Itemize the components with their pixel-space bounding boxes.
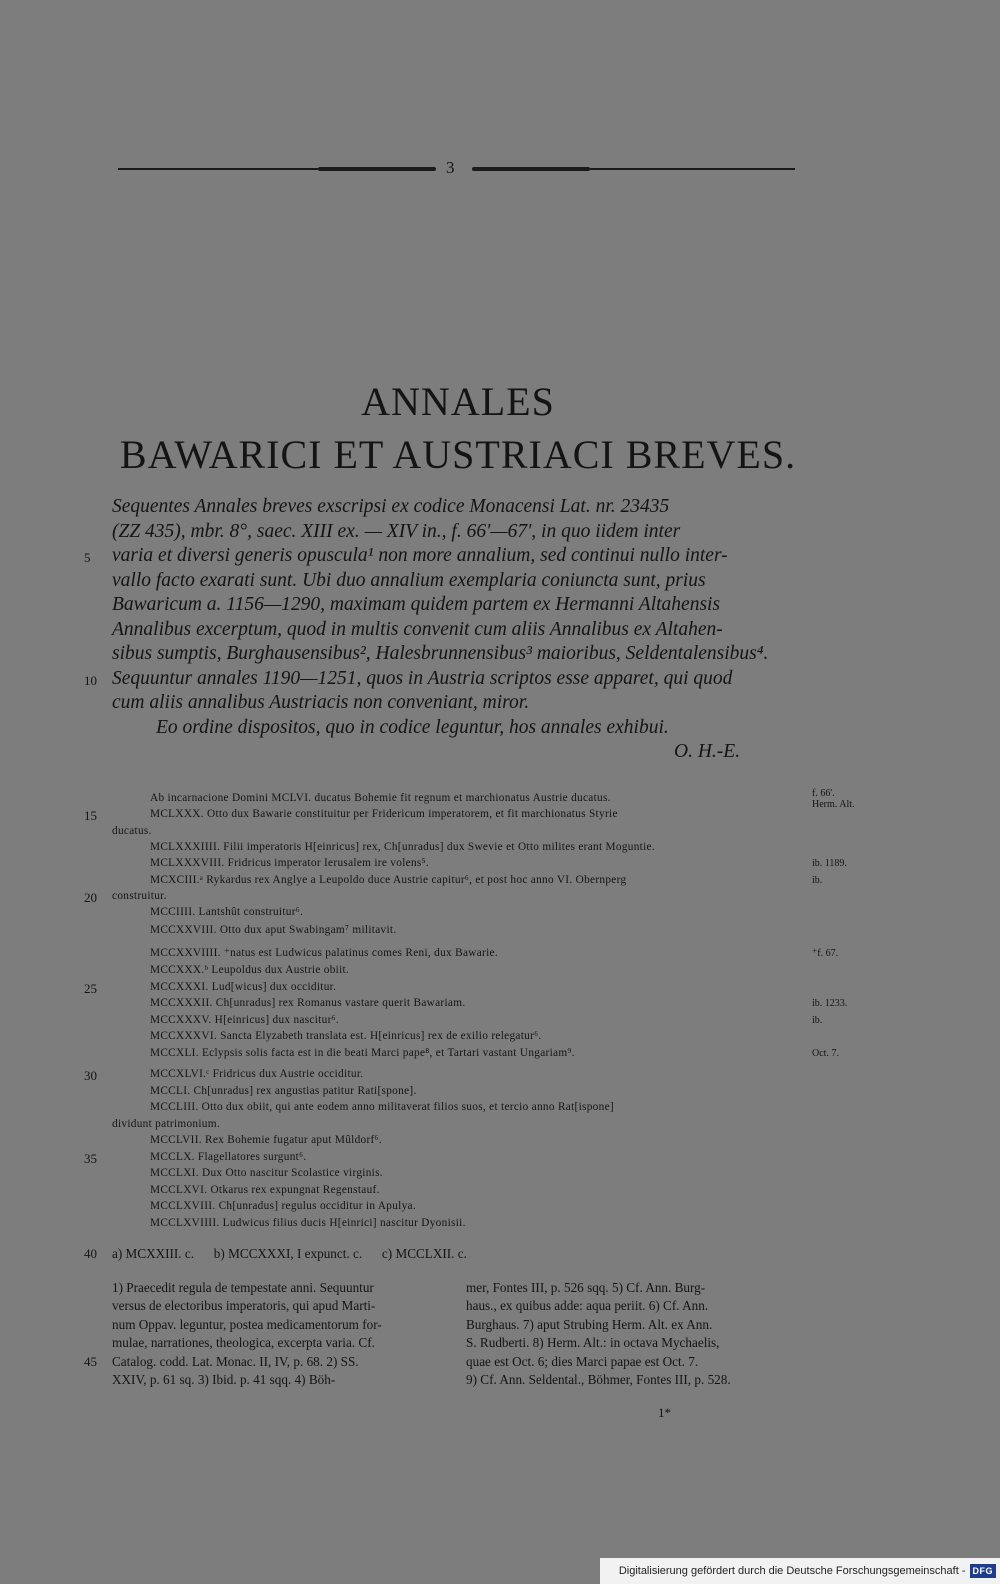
annal-line: MCCXLVI.ᶜ Fridricus dux Austrie occiditur. — [150, 1068, 364, 1080]
footnote-line: mer, Fontes III, p. 526 sqq. 5) Cf. Ann. Burg- — [466, 1280, 706, 1295]
margin-note: ⁺f. 67. — [812, 948, 839, 959]
footnote-line: haus., ex quibus adde: aqua periit. 6) Cf. Ann. — [466, 1298, 709, 1313]
annal-line: MCCXXXII. Ch[unradus] rex Romanus vastare querit Bawariam. — [150, 997, 466, 1009]
digitization-footer — [600, 1558, 1000, 1584]
line-number: 30 — [84, 1068, 97, 1083]
annal-line: dividunt patrimonium. — [112, 1118, 220, 1130]
line-number: 5 — [84, 550, 91, 565]
intro-line: Sequentes Annales breves exscripsi ex codice Monacensi Lat. nr. 23435 — [112, 496, 670, 517]
annal-line: MCCLXVIIII. Ludwicus filius ducis H[einrici] nascitur Dyonisii. — [150, 1217, 466, 1229]
annal-line: MCCLXVIII. Ch[unradus] regulus occiditur in Apulya. — [150, 1200, 416, 1212]
intro-line: cum aliis annalibus Austriacis non conveniant, miror. — [112, 692, 530, 713]
intro-line: Eo ordine dispositos, quo in codice leguntur, hos annales exhibui. — [156, 717, 669, 738]
footnote-line: Burghaus. 7) aput Strubing Herm. Alt. ex Ann. — [466, 1317, 713, 1332]
annal-line: MCCLX. Flagellatores surgunt⁶. — [150, 1151, 307, 1163]
title-line-1: ANNALES — [361, 379, 555, 424]
line-number: 20 — [84, 890, 97, 905]
annal-line: ducatus. — [112, 825, 152, 837]
annal-line: MCLXXX. Otto dux Bawarie constituitur per Fridericum imperatorem, et fit marchionatus Styrie — [150, 808, 618, 820]
footer-text: Digitalisierung gefördert durch die Deutsche Forschungsgemeinschaft - — [618, 1565, 966, 1577]
annal-line: MCCXXVIII. Otto dux aput Swabingam⁷ militavit. — [150, 924, 397, 936]
footnote-line: quae est Oct. 6; dies Marci papae est Oct. 7. — [466, 1354, 699, 1369]
line-number: 40 — [84, 1246, 97, 1261]
signature-mark: 1* — [658, 1405, 671, 1420]
annal-line: MCCXLI. Eclypsis solis facta est in die beati Marci pape⁸, et Tartari vastant Ungariam⁹. — [150, 1047, 575, 1059]
annal-line: construitur. — [112, 890, 167, 902]
line-number: 10 — [84, 673, 97, 688]
annal-line: MCCIIII. Lantshût construitur⁶. — [150, 906, 304, 918]
margin-note: Herm. Alt. — [812, 799, 855, 810]
intro-line: Bawaricum a. 1156—1290, maximam quidem partem ex Hermanni Altahensis — [112, 594, 721, 615]
annal-line: MCXCIII.ᵃ Rykardus rex Anglye a Leupoldo duce Austrie capitur⁶, et post hoc anno VI. Obernperg — [150, 874, 627, 886]
variant-notes: a) MCXXIII. c. b) MCCXXXI, I expunct. c. c) MCCLXII. c. — [112, 1246, 467, 1261]
intro-line: Sequuntur annales 1190—1251, quos in Austria scriptos esse apparet, qui quod — [112, 668, 733, 689]
annal-line: MCCLIII. Otto dux obiit, qui ante eodem anno militaverat filios suos, et tercio anno Rat[ispone] — [150, 1101, 614, 1113]
intro-line: Annalibus excerptum, quod in multis convenit cum aliis Annalibus ex Altahen- — [112, 619, 723, 640]
footnote-line: versus de electoribus imperatoris, qui apud Marti- — [112, 1298, 376, 1313]
intro-line: vallo facto exarati sunt. Ubi duo annalium exemplaria coniuncta sunt, prius — [112, 570, 706, 591]
annal-line: MCCXXXV. H[einricus] dux nascitur⁶. — [150, 1014, 339, 1026]
footnote-line: S. Rudberti. 8) Herm. Alt.: in octava Mychaelis, — [466, 1335, 720, 1350]
annal-line: MCCLI. Ch[unradus] rex angustias patitur Rati[spone]. — [150, 1085, 417, 1097]
intro-line: varia et diversi generis opuscula¹ non more annalium, sed continui nullo inter- — [112, 545, 728, 566]
margin-note: ib. — [812, 1015, 823, 1026]
footnote-line: Catalog. codd. Lat. Monac. II, IV, p. 68. 2) SS. — [112, 1354, 359, 1369]
line-number: 25 — [84, 981, 97, 996]
footnote-line: 9) Cf. Ann. Seldental., Böhmer, Fontes III, p. 528. — [466, 1372, 731, 1387]
annal-line: MCCXXVIIII. ⁺natus est Ludwicus palatinus comes Reni, dux Bawarie. — [150, 947, 498, 959]
line-number: 35 — [84, 1151, 97, 1166]
line-number: 15 — [84, 808, 97, 823]
margin-note: Oct. 7. — [812, 1048, 839, 1059]
header-rule-left-thick — [318, 167, 436, 171]
footnote-line: mulae, narrationes, theologica, excerpta varia. Cf. — [112, 1335, 375, 1350]
footnote-line: 1) Praecedit regula de tempestate anni. Sequuntur — [112, 1280, 374, 1295]
header-rule-right — [590, 168, 795, 170]
annal-line: MCCXXXI. Lud[wicus] dux occiditur. — [150, 981, 337, 993]
dfg-logo[interactable]: DFG — [970, 1564, 997, 1578]
page-number: 3 — [446, 158, 455, 177]
margin-note: ib. 1189. — [812, 858, 847, 869]
annal-line: MCLXXXIIII. Filii imperatoris H[einricus] rex, Ch[unradus] dux Swevie et Otto milites erant Moguntie. — [150, 841, 655, 853]
annal-line: MCCXXXVI. Sancta Elyzabeth translata est. H[einricus] rex de exilio relegatur⁶. — [150, 1030, 542, 1042]
intro-signature: O. H.-E. — [674, 741, 741, 762]
annal-line: MCCLXVI. Otkarus rex expungnat Regenstauf. — [150, 1184, 380, 1196]
annal-line: MCLXXXVIII. Fridricus imperator Ierusalem ire volens⁵. — [150, 857, 429, 869]
line-number: 45 — [84, 1354, 97, 1369]
annal-line: Ab incarnacione Domini MCLVI. ducatus Bohemie fit regnum et marchionatus Austrie ducatus. — [150, 792, 611, 804]
margin-note: ib. — [812, 875, 823, 886]
annal-line: MCCLXI. Dux Otto nascitur Scolastice virginis. — [150, 1167, 383, 1179]
header-rule-right-thick — [472, 167, 590, 171]
intro-line: (ZZ 435), mbr. 8°, saec. XIII ex. — XIV in., f. 66'—67', in quo iidem inter — [112, 521, 681, 542]
footnote-line: num Oppav. leguntur, postea medicamentorum for- — [112, 1317, 382, 1332]
intro-line: sibus sumptis, Burghausensibus², Halesbrunnensibus³ maioribus, Seldentalensibus⁴. — [112, 643, 769, 664]
margin-note: f. 66'. — [812, 788, 835, 799]
annal-line: MCCXXX.ᵇ Leupoldus dux Austrie obiit. — [150, 964, 350, 976]
header-rule-left — [118, 168, 318, 170]
title-line-2: BAWARICI ET AUSTRIACI BREVES. — [119, 432, 797, 477]
footnote-line: XXIV, p. 61 sq. 3) Ibid. p. 41 sqq. 4) Böh- — [112, 1372, 336, 1387]
margin-note: ib. 1233. — [812, 998, 848, 1009]
annal-line: MCCLVII. Rex Bohemie fugatur aput Mûldorf⁶. — [150, 1134, 382, 1146]
